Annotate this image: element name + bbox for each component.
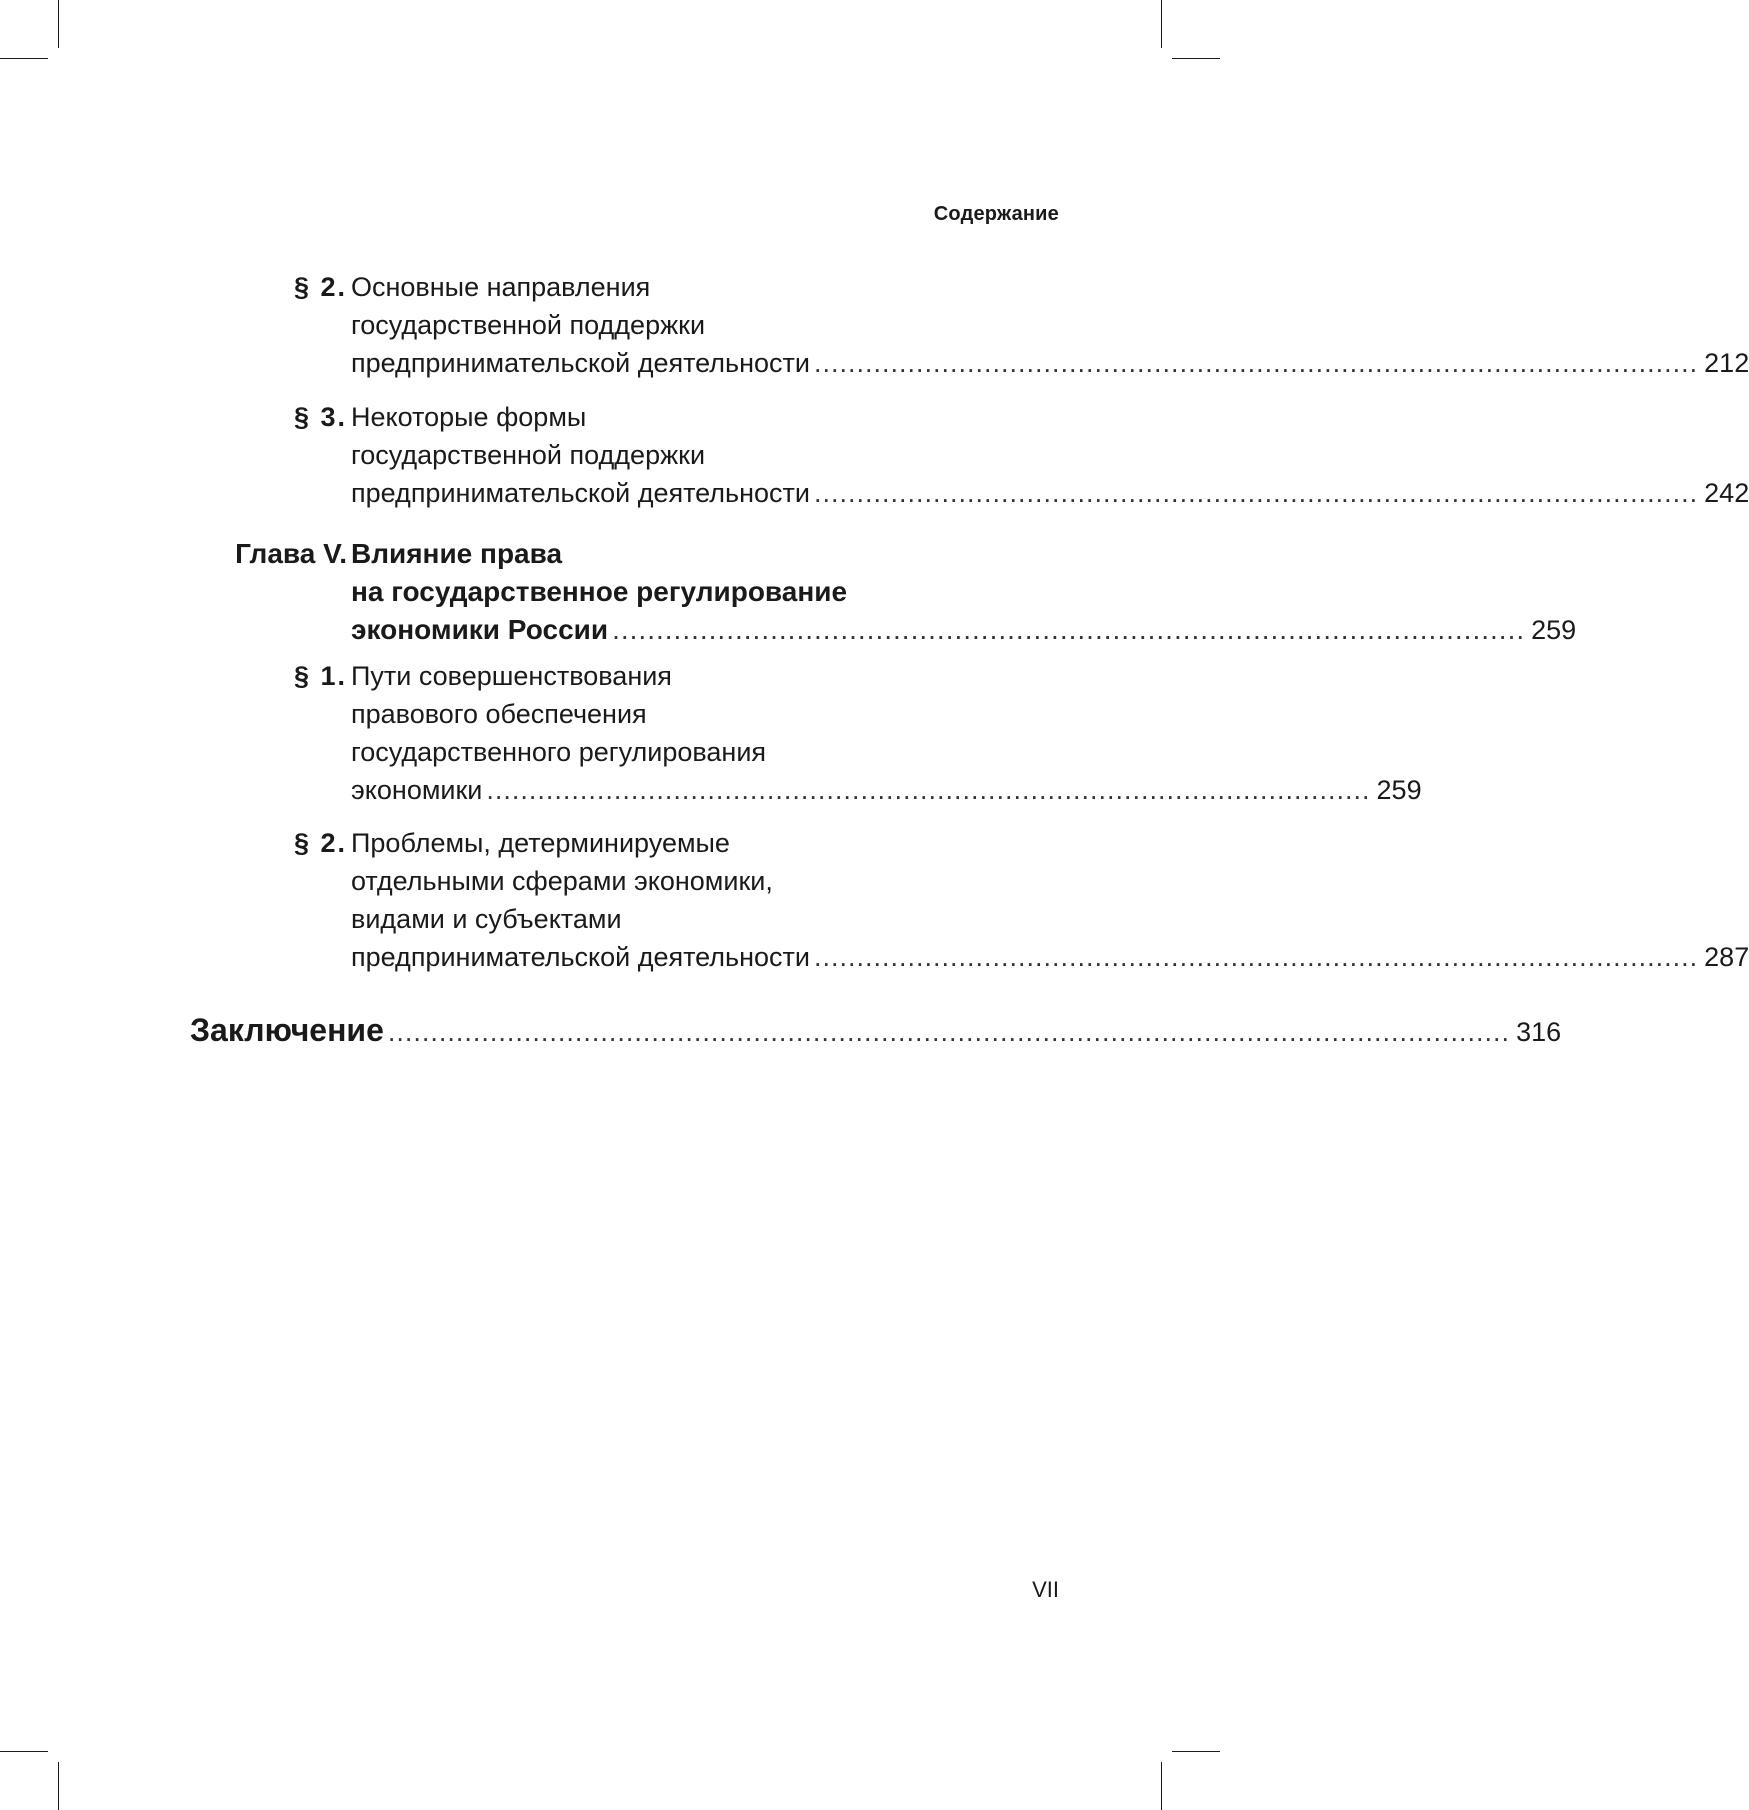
dot-leader: ........................................................................................................ (486, 775, 1371, 805)
toc-entry-line: государственного регулирования (351, 737, 767, 767)
toc-entry-last-line (351, 611, 1577, 649)
toc-entry-last-line (190, 1010, 1562, 1050)
toc-entry-line: государственной поддержки (351, 310, 706, 340)
toc-entry-line: на государственное регулирование (351, 576, 848, 607)
crop-mark (1161, 0, 1162, 48)
toc-entry-line: государственной поддержки (351, 440, 706, 470)
toc-entry-label: § 2. (293, 272, 347, 302)
crop-mark (58, 0, 59, 48)
toc-page-number: 316 (1516, 1017, 1562, 1047)
crop-mark (1161, 1762, 1162, 1810)
dot-leader: ........................................................................................................ (612, 614, 1526, 645)
toc-entry-last-line (351, 474, 1749, 512)
toc-entry-line: экономики (351, 775, 483, 805)
crop-mark (0, 58, 48, 59)
toc-entry-line: Некоторые формы (351, 402, 587, 432)
toc-page-number: 259 (1531, 615, 1577, 645)
toc-page-number: 259 (1376, 775, 1422, 805)
toc-entry-line: Основные направления (351, 272, 651, 302)
page-number: VII (1032, 1577, 1059, 1602)
toc-entry-label: § 2. (293, 828, 347, 858)
crop-mark (1172, 1751, 1220, 1752)
toc-entry-line: Проблемы, детерминируемые (351, 828, 730, 858)
toc-entry-last-line (351, 344, 1749, 382)
dot-leader: ........................................................................................................ (814, 478, 1699, 508)
toc-entry-line: предпринимательской деятельности (351, 348, 810, 378)
crop-mark (1172, 58, 1220, 59)
toc-entry-label: § 3. (293, 402, 347, 432)
crop-mark (58, 1762, 59, 1810)
toc-entry-line: предпринимательской деятельности (351, 478, 810, 508)
toc-entry-line: отдельными сферами экономики, (351, 866, 773, 896)
toc-entry-last-line (351, 771, 1422, 809)
toc-page-number: 242 (1704, 478, 1749, 508)
toc-conclusion-entry[interactable] (190, 1010, 1562, 1050)
toc-page-number: 212 (1704, 348, 1749, 378)
dot-leader: .................................................................................................................................... (387, 1017, 1511, 1047)
running-head: Содержание (933, 203, 1059, 225)
crop-mark (0, 1751, 48, 1752)
toc-page-number: 287 (1704, 942, 1749, 972)
toc-entry-line: предпринимательской деятельности (351, 942, 810, 972)
dot-leader: ........................................................................................................ (814, 348, 1699, 378)
toc-entry-label: Глава V. (235, 538, 347, 569)
toc-entry-line: Заключение (190, 1012, 384, 1048)
toc-entry-line: Пути совершенствования (351, 661, 672, 691)
toc-entry-line: экономики России (351, 614, 609, 645)
toc-entry-label: § 1. (293, 661, 347, 691)
dot-leader: ........................................................................................................ (814, 942, 1699, 972)
toc-entry-line: видами и субъектами (351, 904, 622, 934)
toc-entry-last-line (351, 938, 1749, 976)
toc-entry-line: правового обеспечения (351, 699, 647, 729)
toc-entry-line: Влияние права (351, 538, 563, 569)
